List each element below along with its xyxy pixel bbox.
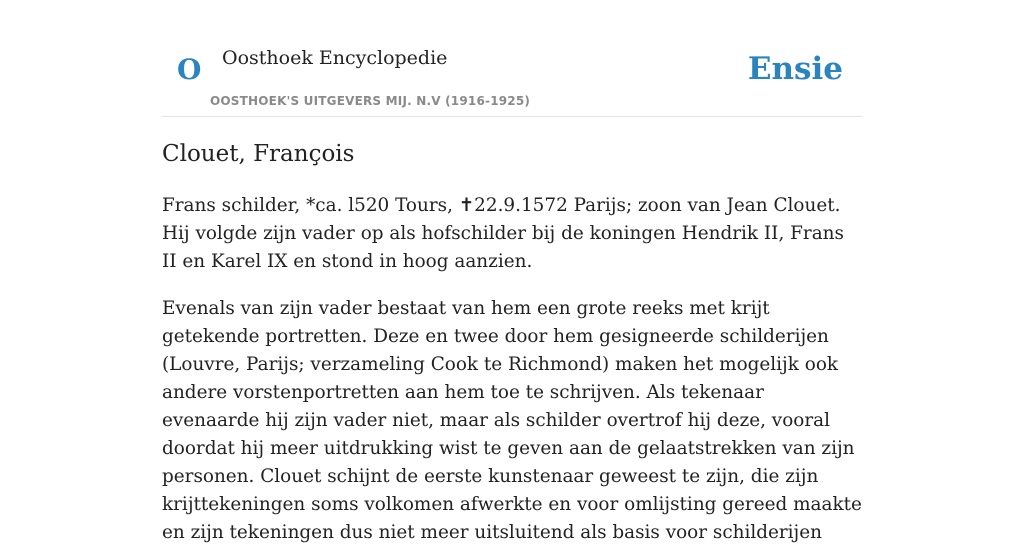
article-title: Clouet, François	[162, 141, 355, 167]
ensie-logo-link[interactable]: Ensie	[747, 51, 843, 87]
article-paragraph-2: Evenals van zijn vader bestaat van hem een grote reeks met krijt getekende portretten. Deze en twee door hem gesigneerde schilderijen (Louvre, Parijs; verzameling Cook te Richmond) maken het mogelijk ook andere vorstenportretten aan hem toe te schrijven. Als tekenaar evenaarde hij zijn vader niet, maar als schilder overtrof hij deze, vooral doordat hij meer uitdrukking wist te geven aan de gelaatstrekken van zijn personen. Clouet schijnt de eerste kunstenaar geweest te zijn, die zijn krijttekeningen soms volkomen afwerkte en voor omlijsting gereed maakte en zijn tekeningen dus niet meer uitsluitend als basis voor schilderijen	[162, 298, 862, 543]
article-paragraph-1: Frans schilder, *ca. l520 Tours, ✝22.9.1572 Parijs; zoon van Jean Clouet. Hij volgde zijn vader op als hofschilder bij de koningen Hendrik II, Frans II en Karel IX en stond in hoog aanzien.	[162, 195, 844, 272]
article	[162, 138, 862, 547]
source-header	[162, 0, 862, 117]
source-title-link[interactable]: Oosthoek Encyclopedie	[222, 47, 448, 69]
source-logo[interactable]: O	[177, 53, 202, 86]
source-publisher: OOSTHOEK'S UITGEVERS MIJ. N.V (1916-1925)	[210, 94, 531, 108]
